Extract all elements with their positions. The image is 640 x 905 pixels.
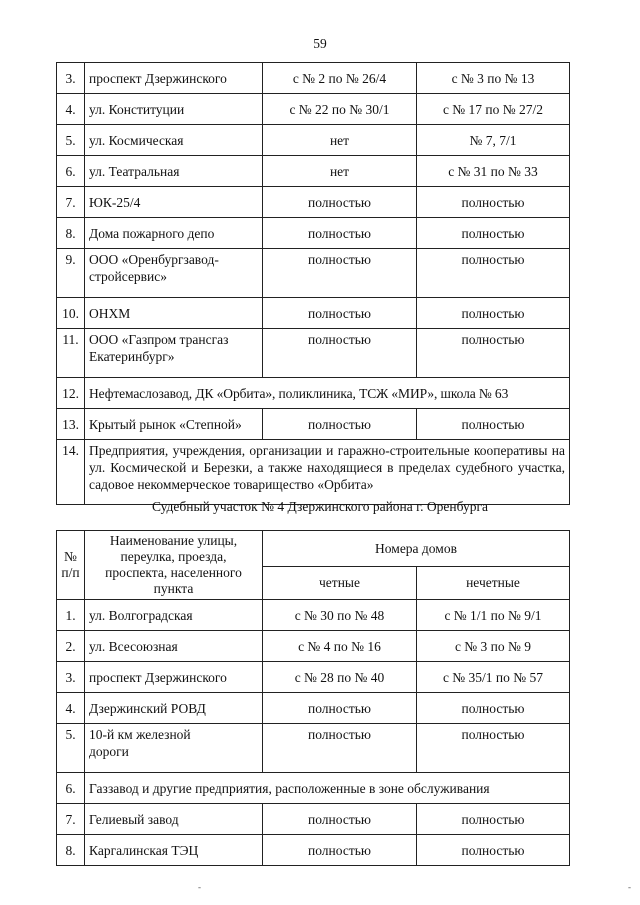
row-number: 7.	[57, 187, 85, 218]
table-row	[57, 156, 570, 187]
row-number: 4.	[57, 94, 85, 125]
odd-houses: с № 31 по № 33	[417, 156, 570, 187]
row-number: 3.	[57, 63, 85, 94]
odd-houses: с № 1/1 по № 9/1	[417, 600, 570, 631]
header-row	[57, 531, 570, 567]
row-number: 9.	[57, 249, 85, 298]
table-row	[57, 249, 570, 298]
street-name: Дзержинский РОВД	[85, 693, 263, 724]
even-houses: нет	[263, 125, 417, 156]
page-number: 59	[313, 36, 327, 51]
table-2	[56, 530, 570, 866]
row-number: 3.	[57, 662, 85, 693]
table-row	[57, 773, 570, 804]
odd-houses: с № 3 по № 9	[417, 631, 570, 662]
street-name: 10-й км железной дороги	[85, 724, 263, 773]
table-row	[57, 218, 570, 249]
even-houses: с № 28 по № 40	[263, 662, 417, 693]
row-number: 13.	[57, 409, 85, 440]
table-row	[57, 440, 570, 505]
row-number: 1.	[57, 600, 85, 631]
table-row	[57, 329, 570, 378]
street-name: проспект Дзержинского	[85, 662, 263, 693]
row-number: 11.	[57, 329, 85, 378]
odd-houses: полностью	[417, 409, 570, 440]
odd-houses: полностью	[417, 218, 570, 249]
even-houses: полностью	[263, 835, 417, 866]
odd-houses: полностью	[417, 804, 570, 835]
street-name: ООО «Газпром трансгаз Екатеринбург»	[85, 329, 263, 378]
even-houses: полностью	[263, 409, 417, 440]
row-number: 14.	[57, 440, 85, 505]
row-number: 6.	[57, 773, 85, 804]
header-street-name: Наименование улицы, переулка, проезда, проспекта, населенного пункта	[85, 531, 263, 600]
even-houses: полностью	[263, 693, 417, 724]
odd-houses: полностью	[417, 298, 570, 329]
even-houses: с № 4 по № 16	[263, 631, 417, 662]
table-row	[57, 662, 570, 693]
even-houses: с № 22 по № 30/1	[263, 94, 417, 125]
street-name: Дома пожарного депо	[85, 218, 263, 249]
row-number: 7.	[57, 804, 85, 835]
header-house-numbers: Номера домов	[263, 531, 570, 567]
merged-description: Газзавод и другие предприятия, расположенные в зоне обслуживания	[85, 773, 570, 804]
even-houses: полностью	[263, 218, 417, 249]
odd-houses: полностью	[417, 329, 570, 378]
street-name: ОНХМ	[85, 298, 263, 329]
table-row	[57, 125, 570, 156]
table-row	[57, 298, 570, 329]
street-name: ул. Волгоградская	[85, 600, 263, 631]
even-houses: полностью	[263, 329, 417, 378]
table-row	[57, 835, 570, 866]
street-name: ул. Всесоюзная	[85, 631, 263, 662]
street-name: ул. Космическая	[85, 125, 263, 156]
odd-houses: с № 3 по № 13	[417, 63, 570, 94]
scan-speck: -	[198, 882, 201, 892]
section-title: Судебный участок № 4 Дзержинского района г. Оренбурга	[151, 499, 488, 514]
row-number: 12.	[57, 378, 85, 409]
odd-houses: с № 35/1 по № 57	[417, 662, 570, 693]
street-name: ул. Конституции	[85, 94, 263, 125]
odd-houses: полностью	[417, 249, 570, 298]
row-number: 6.	[57, 156, 85, 187]
odd-houses: с № 17 по № 27/2	[417, 94, 570, 125]
street-name: ООО «Оренбургзавод-стройсервис»	[85, 249, 263, 298]
row-number: 5.	[57, 724, 85, 773]
table-row	[57, 724, 570, 773]
header-odd: нечетные	[417, 566, 570, 599]
table-row	[57, 804, 570, 835]
table-row	[57, 409, 570, 440]
row-number: 10.	[57, 298, 85, 329]
table-row	[57, 600, 570, 631]
table-row	[57, 693, 570, 724]
table-row	[57, 94, 570, 125]
table-row	[57, 63, 570, 94]
row-number: 5.	[57, 125, 85, 156]
even-houses: нет	[263, 156, 417, 187]
odd-houses: полностью	[417, 187, 570, 218]
row-number: 8.	[57, 218, 85, 249]
even-houses: полностью	[263, 804, 417, 835]
merged-description: Нефтемаслозавод, ДК «Орбита», поликлиника, ТСЖ «МИР», школа № 63	[85, 378, 570, 409]
table-1	[56, 62, 570, 505]
row-number: 2.	[57, 631, 85, 662]
table-row	[57, 187, 570, 218]
even-houses: полностью	[263, 298, 417, 329]
street-name: ЮК-25/4	[85, 187, 263, 218]
even-houses: с № 30 по № 48	[263, 600, 417, 631]
even-houses: полностью	[263, 724, 417, 773]
scan-speck: -	[628, 882, 631, 892]
even-houses: полностью	[263, 249, 417, 298]
street-name: Гелиевый завод	[85, 804, 263, 835]
street-name: Каргалинская ТЭЦ	[85, 835, 263, 866]
odd-houses: № 7, 7/1	[417, 125, 570, 156]
odd-houses: полностью	[417, 693, 570, 724]
merged-description: Предприятия, учреждения, организации и гаражно-строительные кооперативы на ул. Космической и Березки, а также находящиеся в пределах судебного участка, садовое некоммерческое товарищество «Орбита»	[85, 440, 570, 505]
table-row	[57, 378, 570, 409]
table-row	[57, 631, 570, 662]
street-name: ул. Театральная	[85, 156, 263, 187]
row-number: 4.	[57, 693, 85, 724]
odd-houses: полностью	[417, 835, 570, 866]
odd-houses: полностью	[417, 724, 570, 773]
even-houses: полностью	[263, 187, 417, 218]
even-houses: с № 2 по № 26/4	[263, 63, 417, 94]
header-even: четные	[263, 566, 417, 599]
row-number: 8.	[57, 835, 85, 866]
header-number: № п/п	[57, 531, 85, 600]
street-name: Крытый рынок «Степной»	[85, 409, 263, 440]
street-name: проспект Дзержинского	[85, 63, 263, 94]
